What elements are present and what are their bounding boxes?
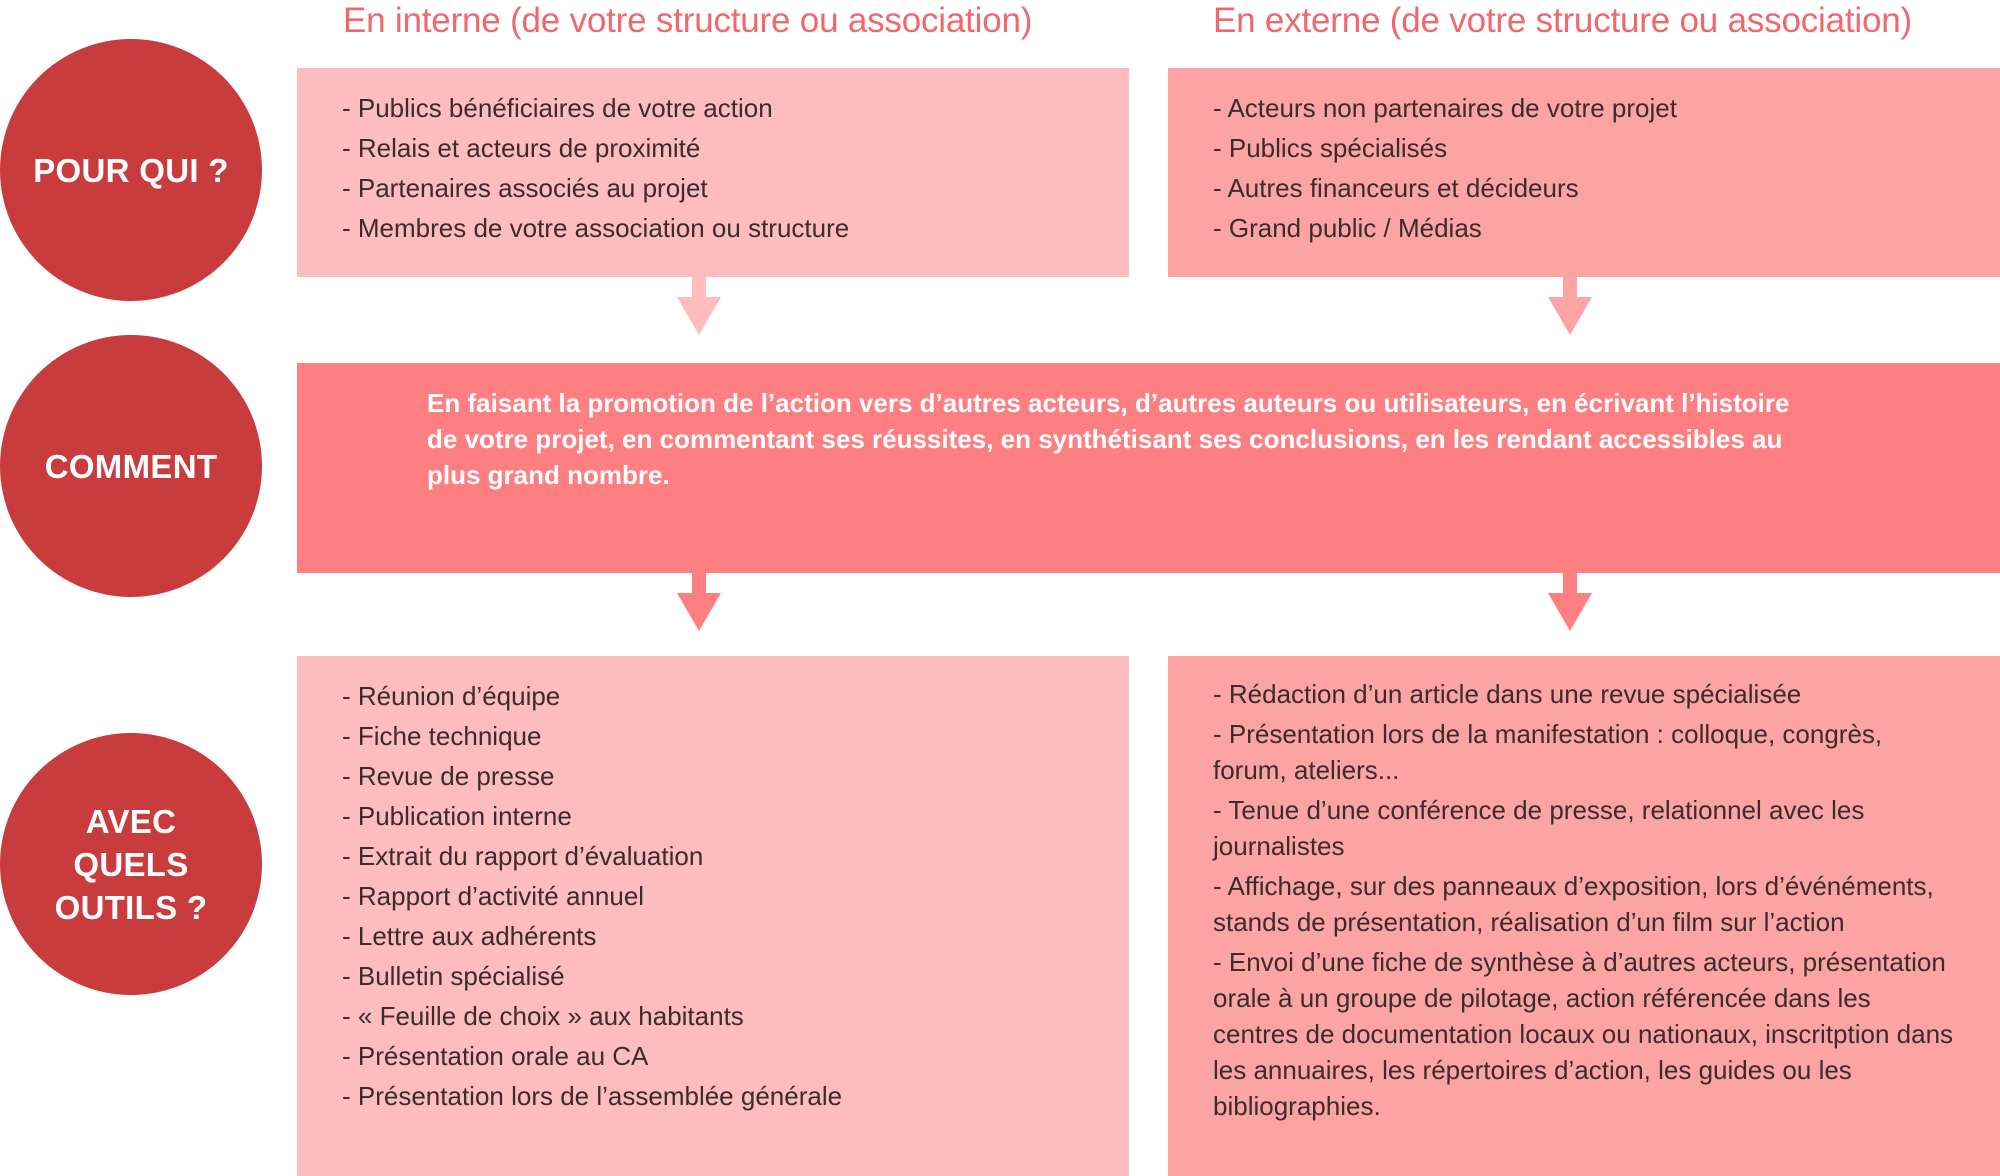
list-item: - Tenue d’une conférence de presse, relationnel avec les journalistes — [1213, 795, 1865, 861]
list-item: - Lettre aux adhérents — [342, 921, 597, 951]
list-item: - Présentation orale au CA — [342, 1041, 649, 1071]
arrow-shaft — [692, 573, 706, 595]
outils-external-list — [1213, 676, 1960, 1124]
row-label-pour-qui-text: POUR QUI ? — [33, 151, 229, 189]
outils-internal-box — [297, 656, 1129, 1176]
column-header-external: En externe (de votre structure ou association) — [1213, 1, 1912, 40]
list-item: - Publics spécialisés — [1213, 133, 1448, 163]
list-item: - Grand public / Médias — [1213, 213, 1482, 243]
arrow-head — [1548, 297, 1592, 335]
pour-qui-internal-box — [297, 68, 1129, 277]
arrow-down-icon — [677, 277, 721, 337]
list-item: - Présentation lors de la manifestation : colloque, congrès, forum, ateliers... — [1213, 719, 1883, 785]
comment-box — [297, 363, 2000, 573]
list-item: - Envoi d’une fiche de synthèse à d’autres acteurs, présentation orale à un groupe de pilotage, action référencée dans les centres de documentation locaux ou nationaux, inscritption dans les annuaires, les répertoires d’action, les guides ou les bibliographies. — [1213, 947, 1954, 1121]
list-item: - Publication interne — [342, 801, 572, 831]
list-item: - Revue de presse — [342, 761, 555, 791]
list-item: - Publics bénéficiaires de votre action — [342, 93, 773, 123]
arrow-down-icon — [1548, 277, 1592, 337]
pour-qui-external-list — [1213, 88, 2000, 248]
list-item: - Relais et acteurs de proximité — [342, 133, 701, 163]
row-label-outils — [0, 733, 262, 995]
column-header-internal: En interne (de votre structure ou association) — [343, 1, 1033, 40]
outils-external-box — [1168, 656, 2000, 1176]
arrow-head — [677, 593, 721, 631]
list-item: - Réunion d’équipe — [342, 681, 561, 711]
arrow-down-icon — [1548, 573, 1592, 633]
list-item: - Bulletin spécialisé — [342, 961, 565, 991]
list-item: - « Feuille de choix » aux habitants — [342, 1001, 744, 1031]
pour-qui-internal-list — [342, 88, 1129, 248]
row-label-outils-text: AVEC QUELS OUTILS ? — [54, 802, 208, 926]
list-item: - Fiche technique — [342, 721, 542, 751]
list-item: - Rédaction d’un article dans une revue spécialisée — [1213, 679, 1802, 709]
list-item: - Affichage, sur des panneaux d’exposition, lors d’événéments, stands de présentation, réalisation d’un film sur l’action — [1213, 871, 1934, 937]
arrow-shaft — [1563, 573, 1577, 595]
list-item: - Partenaires associés au projet — [342, 173, 708, 203]
arrow-shaft — [1563, 277, 1577, 299]
list-item: - Présentation lors de l’assemblée générale — [342, 1081, 843, 1111]
row-label-pour-qui — [0, 39, 262, 301]
list-item: - Autres financeurs et décideurs — [1213, 173, 1579, 203]
list-item: - Acteurs non partenaires de votre projet — [1213, 93, 1677, 123]
outils-internal-list — [342, 676, 1129, 1116]
list-item: - Membres de votre association ou structure — [342, 213, 850, 243]
list-item: - Extrait du rapport d’évaluation — [342, 841, 704, 871]
arrow-head — [1548, 593, 1592, 631]
row-label-comment — [0, 335, 262, 597]
row-label-comment-text: COMMENT — [44, 447, 218, 485]
arrow-head — [677, 297, 721, 335]
list-item: - Rapport d’activité annuel — [342, 881, 645, 911]
arrow-shaft — [692, 277, 706, 299]
pour-qui-external-box — [1168, 68, 2000, 277]
arrow-down-icon — [677, 573, 721, 633]
comment-text: En faisant la promotion de l’action vers d’autres acteurs, d’autres auteurs ou utilisateurs, en écrivant l’histoire de votre projet, en commentant ses réussites, en synthétisant ses conclusions, en les rendant accessibles au plus grand nombre. — [427, 388, 1790, 490]
